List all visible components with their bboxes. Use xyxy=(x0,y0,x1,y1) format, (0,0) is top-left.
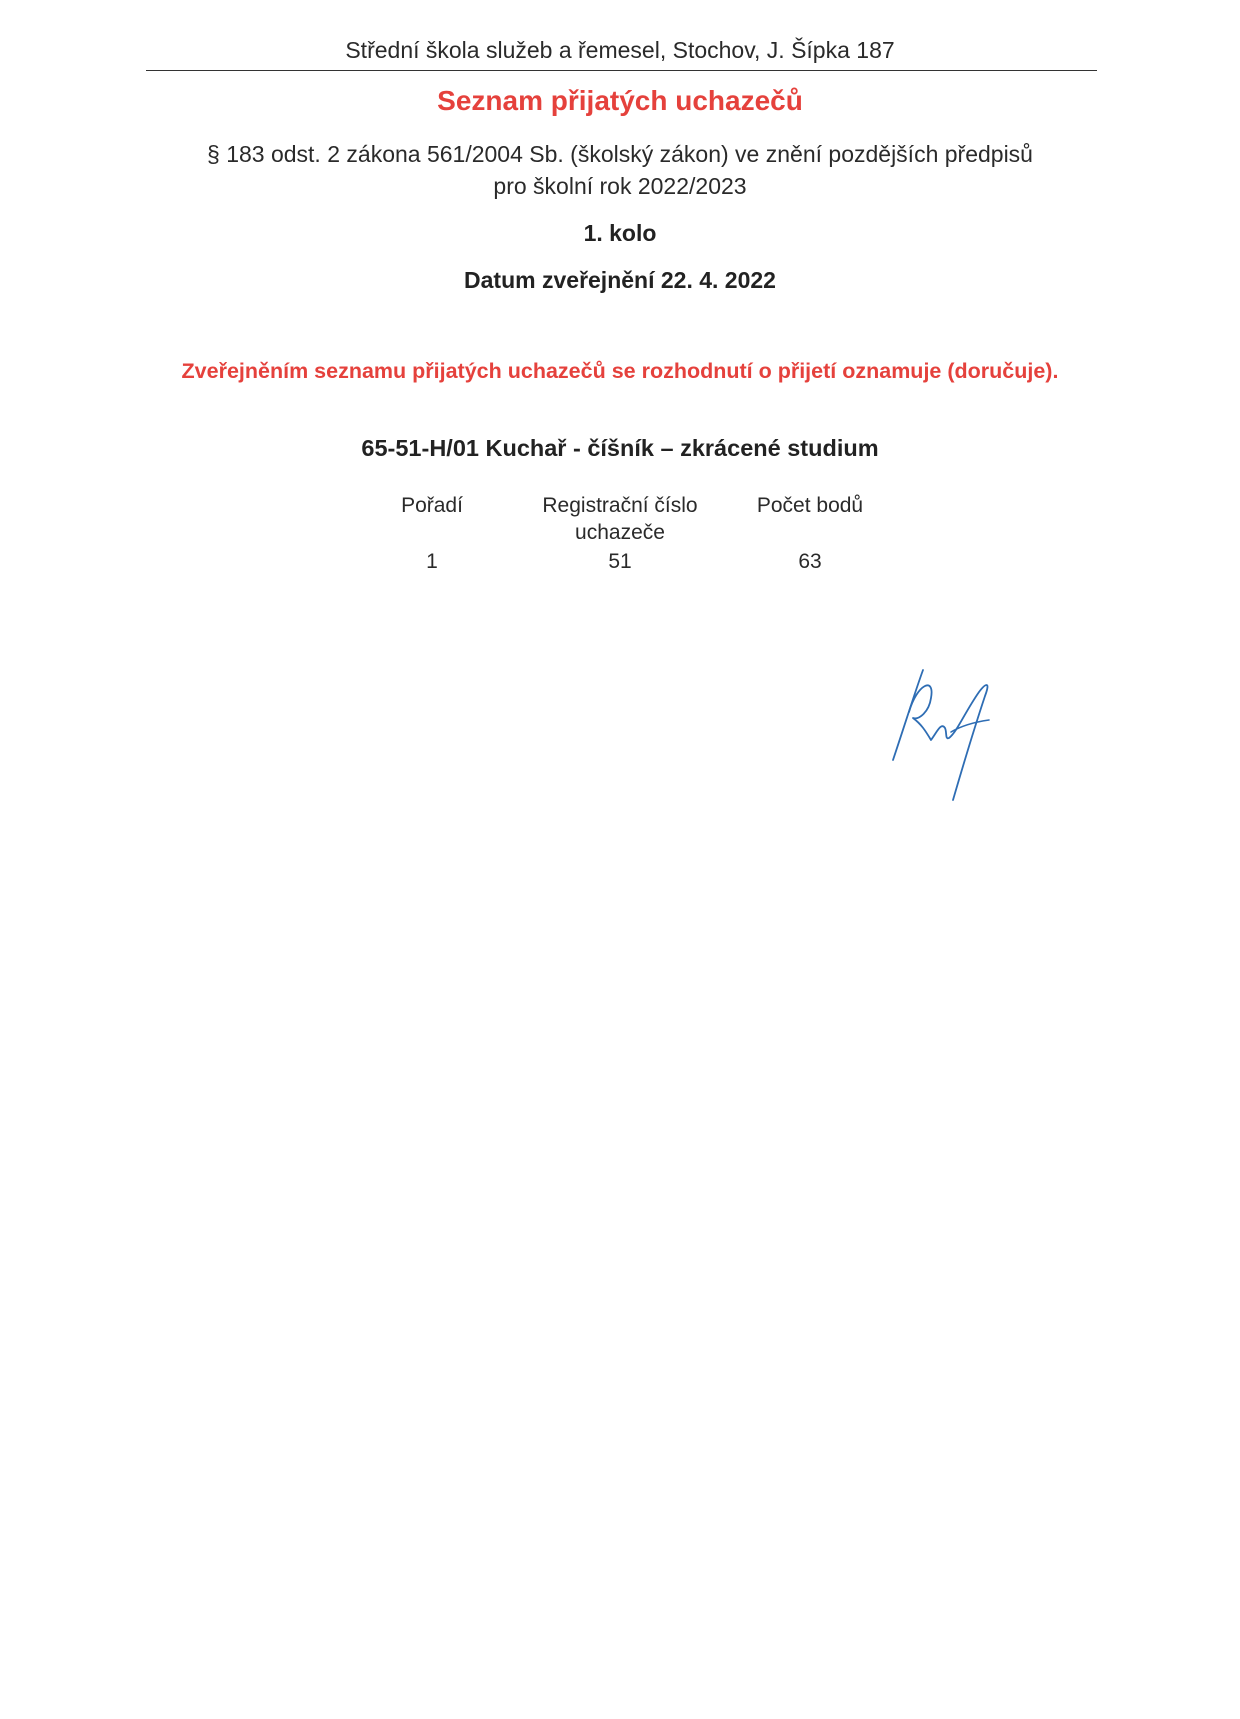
column-header-registration-line2: uchazeče xyxy=(575,521,665,544)
signature-stroke-3 xyxy=(951,720,989,732)
table-cell-order: 1 xyxy=(426,550,438,573)
legal-reference-line1: § 183 odst. 2 zákona 561/2004 Sb. (školský zákon) ve znění pozdějších předpisů xyxy=(207,141,1033,167)
admission-round: 1. kolo xyxy=(583,220,657,246)
table-cell-points: 63 xyxy=(798,550,822,573)
program-title: 65-51-H/01 Kuchař - číšník – zkrácené studium xyxy=(361,435,879,461)
column-header-points: Počet bodů xyxy=(756,494,864,517)
signature-stroke-1 xyxy=(893,670,923,760)
column-header-registration xyxy=(520,492,720,546)
signature-stroke-2 xyxy=(909,685,987,800)
column-header-registration-line1: Registrační číslo xyxy=(542,494,698,517)
table-cell-registration: 51 xyxy=(608,550,632,573)
column-header-order: Pořadí xyxy=(401,494,463,517)
legal-reference-line2: pro školní rok 2022/2023 xyxy=(493,173,747,199)
legal-notice: Zveřejněním seznamu přijatých uchazečů se rozhodnutí o přijetí oznamuje (doručuje). xyxy=(181,359,1059,383)
legal-reference xyxy=(0,138,1240,202)
publication-date: Datum zveřejnění 22. 4. 2022 xyxy=(464,267,776,293)
school-header: Střední škola služeb a řemesel, Stochov, J. Šípka 187 xyxy=(345,37,895,63)
document-title: Seznam přijatých uchazečů xyxy=(437,85,803,116)
header-divider xyxy=(146,70,1097,71)
handwritten-signature xyxy=(885,662,1015,802)
